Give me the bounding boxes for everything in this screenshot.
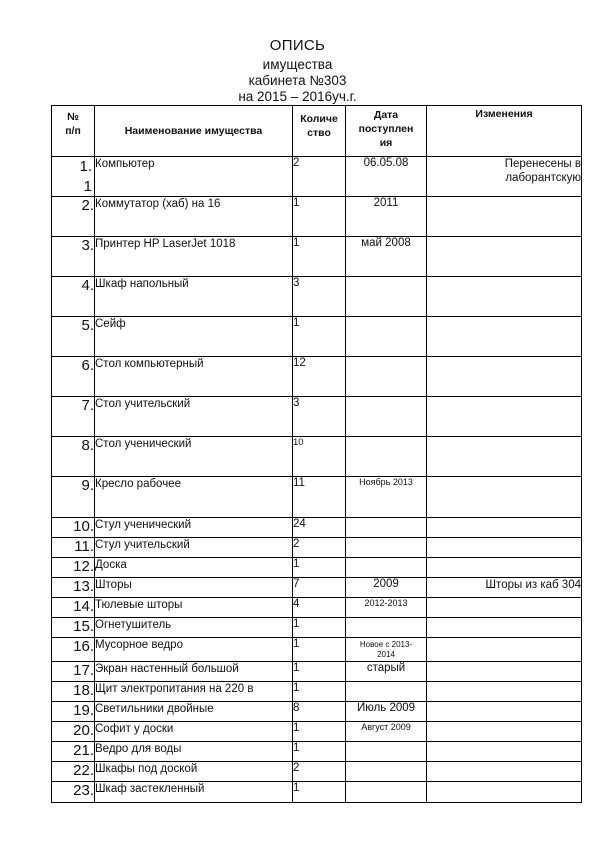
header-received-date: Дата поступлен ия	[346, 106, 427, 157]
quantity-cell: 2	[293, 157, 346, 197]
received-date-cell: старый	[346, 662, 427, 682]
quantity-cell: 24	[293, 518, 346, 538]
table-row	[52, 662, 582, 682]
received-date-cell	[346, 538, 427, 558]
table-row	[52, 518, 582, 538]
table-row	[52, 578, 582, 598]
changes-cell	[427, 538, 582, 558]
quantity-cell: 3	[293, 277, 346, 317]
document-subtitle: имущества	[262, 57, 333, 72]
row-number: 23.	[52, 782, 95, 803]
table-row	[52, 742, 582, 762]
changes-cell: Шторы из каб 304	[427, 578, 582, 598]
quantity-cell: 10	[293, 437, 346, 477]
table-row	[52, 722, 582, 742]
table-row	[52, 357, 582, 397]
changes-cell	[427, 197, 582, 237]
row-number: 1. 1	[52, 157, 95, 197]
changes-cell	[427, 598, 582, 618]
table-row	[52, 762, 582, 782]
item-name-cell: Экран настенный большой	[95, 662, 293, 682]
received-date-cell: 2012-2013	[346, 598, 427, 618]
row-number: 8.	[52, 437, 95, 477]
row-number: 16.	[52, 638, 95, 662]
changes-cell	[427, 722, 582, 742]
row-number: 18.	[52, 682, 95, 702]
received-date-cell	[346, 762, 427, 782]
received-date-cell	[346, 317, 427, 357]
quantity-cell: 1	[293, 558, 346, 578]
item-name-cell: Шкаф напольный	[95, 277, 293, 317]
school-year-label: на 2015 – 2016уч.г.	[238, 89, 357, 104]
quantity-cell: 1	[293, 682, 346, 702]
inventory-table	[51, 105, 582, 803]
quantity-cell: 1	[293, 662, 346, 682]
table-row	[52, 237, 582, 277]
item-name-cell: Принтер HP LaserJet 1018	[95, 237, 293, 277]
received-date-cell	[346, 277, 427, 317]
header-item-name: Наименование имущества	[95, 106, 293, 157]
received-date-cell: 2011	[346, 197, 427, 237]
received-date-cell: май 2008	[346, 237, 427, 277]
quantity-cell: 1	[293, 197, 346, 237]
row-number: 12.	[52, 558, 95, 578]
changes-cell	[427, 518, 582, 538]
table-row	[52, 598, 582, 618]
item-name-cell: Огнетушитель	[95, 618, 293, 638]
table-row	[52, 538, 582, 558]
changes-cell	[427, 558, 582, 578]
received-date-cell	[346, 558, 427, 578]
changes-cell	[427, 277, 582, 317]
item-name-cell: Щит электропитания на 220 в	[95, 682, 293, 702]
row-number: 22.	[52, 762, 95, 782]
item-name-cell: Шкаф застекленный	[95, 782, 293, 803]
room-label: кабинета №303	[248, 73, 347, 88]
received-date-cell: 06.05.08	[346, 157, 427, 197]
changes-cell	[427, 662, 582, 682]
row-number: 15.	[52, 618, 95, 638]
changes-cell	[427, 397, 582, 437]
changes-cell	[427, 682, 582, 702]
item-name-cell: Шкафы под доской	[95, 762, 293, 782]
changes-cell	[427, 618, 582, 638]
quantity-cell: 1	[293, 782, 346, 803]
quantity-cell: 2	[293, 762, 346, 782]
table-row	[52, 157, 582, 197]
row-number: 17.	[52, 662, 95, 682]
table-row	[52, 277, 582, 317]
received-date-cell: Ноябрь 2013	[346, 477, 427, 518]
row-number: 13.	[52, 578, 95, 598]
row-number: 7.	[52, 397, 95, 437]
item-name-cell: Стол учительский	[95, 397, 293, 437]
received-date-cell	[346, 357, 427, 397]
table-row	[52, 197, 582, 237]
item-name-cell: Коммутатор (хаб) на 16	[95, 197, 293, 237]
changes-cell	[427, 702, 582, 722]
changes-cell	[427, 742, 582, 762]
item-name-cell: Компьютер	[95, 157, 293, 197]
table-row	[52, 397, 582, 437]
item-name-cell: Ведро для воды	[95, 742, 293, 762]
received-date-cell: Новое с 2013-2014	[346, 638, 427, 662]
received-date-cell: Август 2009	[346, 722, 427, 742]
table-row	[52, 618, 582, 638]
changes-cell	[427, 237, 582, 277]
item-name-cell: Стол ученический	[95, 437, 293, 477]
item-name-cell: Стул ученический	[95, 518, 293, 538]
changes-cell	[427, 357, 582, 397]
received-date-cell	[346, 437, 427, 477]
row-number: 5.	[52, 317, 95, 357]
quantity-cell: 2	[293, 538, 346, 558]
table-row	[52, 682, 582, 702]
table-row	[52, 437, 582, 477]
changes-cell	[427, 437, 582, 477]
header-changes: Изменения	[427, 106, 582, 157]
received-date-cell	[346, 742, 427, 762]
changes-cell	[427, 762, 582, 782]
item-name-cell: Стул учительский	[95, 538, 293, 558]
received-date-cell	[346, 682, 427, 702]
quantity-cell: 8	[293, 702, 346, 722]
received-date-cell	[346, 618, 427, 638]
item-name-cell: Доска	[95, 558, 293, 578]
row-number: 6.	[52, 357, 95, 397]
document-title: ОПИСЬ	[269, 37, 326, 54]
changes-cell	[427, 477, 582, 518]
item-name-cell: Сейф	[95, 317, 293, 357]
row-number: 10.	[52, 518, 95, 538]
row-number: 11.	[52, 538, 95, 558]
received-date-cell	[346, 518, 427, 538]
table-row	[52, 638, 582, 662]
item-name-cell: Тюлевые шторы	[95, 598, 293, 618]
row-number: 20.	[52, 722, 95, 742]
quantity-cell: 1	[293, 722, 346, 742]
quantity-cell: 1	[293, 618, 346, 638]
row-number: 9.	[52, 477, 95, 518]
row-number: 21.	[52, 742, 95, 762]
table-row	[52, 782, 582, 803]
changes-cell	[427, 782, 582, 803]
item-name-cell: Софит у доски	[95, 722, 293, 742]
changes-cell	[427, 317, 582, 357]
item-name-cell: Кресло рабочее	[95, 477, 293, 518]
table-row	[52, 477, 582, 518]
received-date-cell	[346, 397, 427, 437]
header-number: № п/п	[52, 106, 95, 157]
row-number: 3.	[52, 237, 95, 277]
item-name-cell: Стол компьютерный	[95, 357, 293, 397]
row-number: 14.	[52, 598, 95, 618]
row-number: 19.	[52, 702, 95, 722]
quantity-cell: 4	[293, 598, 346, 618]
quantity-cell: 1	[293, 638, 346, 662]
received-date-cell: 2009	[346, 578, 427, 598]
item-name-cell: Шторы	[95, 578, 293, 598]
changes-cell: Перенесены в лаборантскую	[427, 157, 582, 197]
row-number: 2.	[52, 197, 95, 237]
received-date-cell	[346, 782, 427, 803]
quantity-cell: 1	[293, 237, 346, 277]
quantity-cell: 3	[293, 397, 346, 437]
item-name-cell: Мусорное ведро	[95, 638, 293, 662]
changes-cell	[427, 638, 582, 662]
header-quantity: Количе ство	[293, 106, 346, 157]
received-date-cell: Июль 2009	[346, 702, 427, 722]
row-number: 4.	[52, 277, 95, 317]
quantity-cell: 1	[293, 317, 346, 357]
quantity-cell: 11	[293, 477, 346, 518]
table-row	[52, 558, 582, 578]
table-row	[52, 702, 582, 722]
quantity-cell: 7	[293, 578, 346, 598]
item-name-cell: Светильники двойные	[95, 702, 293, 722]
quantity-cell: 12	[293, 357, 346, 397]
table-row	[52, 317, 582, 357]
table-header-row	[52, 106, 582, 157]
quantity-cell: 1	[293, 742, 346, 762]
